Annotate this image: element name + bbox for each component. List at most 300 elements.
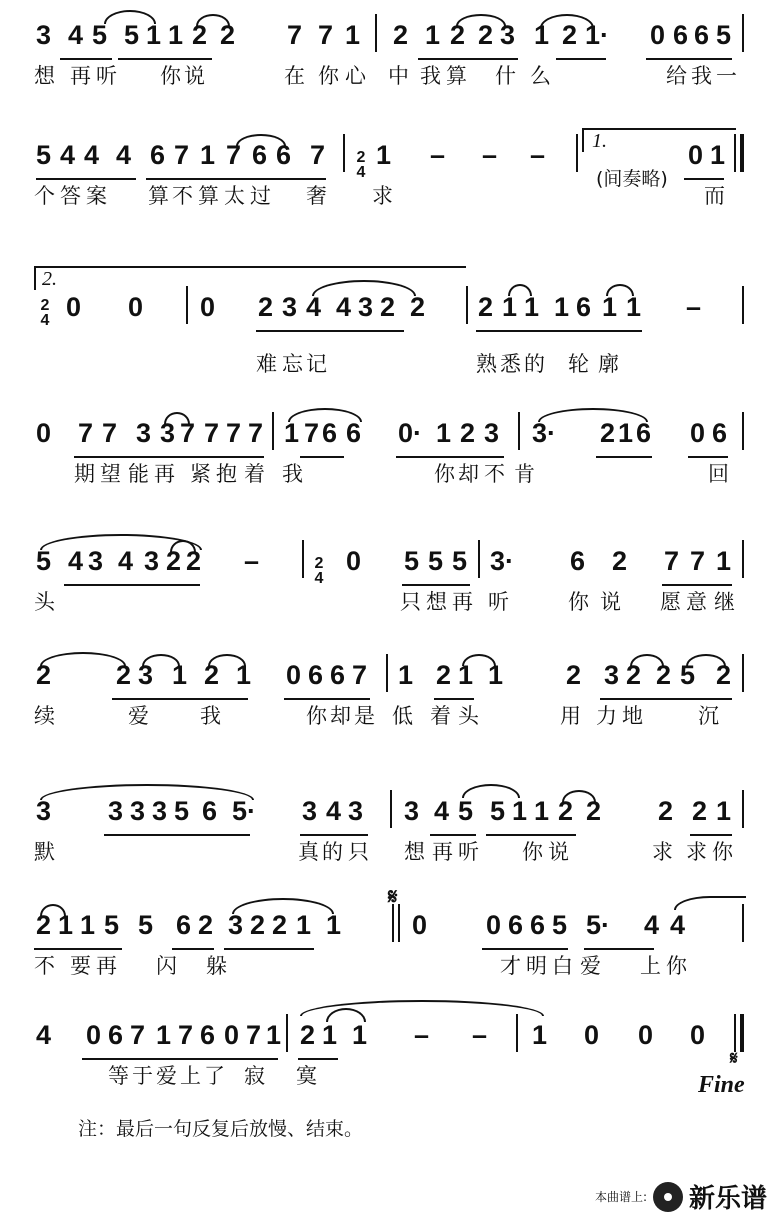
tie-slur: [40, 904, 66, 916]
timesig-top: 2: [356, 149, 366, 166]
lyric: 于: [132, 1064, 153, 1088]
note: 2: [460, 418, 476, 448]
note: 4: [326, 796, 342, 826]
note: 2: [692, 796, 708, 826]
lyric: 只: [400, 590, 421, 614]
note: 5: [452, 546, 468, 576]
time-signature: [38, 298, 52, 328]
note: 4: [116, 140, 132, 170]
note: 4: [306, 292, 322, 322]
lyric: 忘: [282, 352, 303, 376]
note: 0: [688, 140, 704, 170]
lyric: 能: [128, 462, 149, 486]
note: 1: [602, 292, 618, 322]
lyric: 抱: [216, 462, 237, 486]
note: 2: [716, 660, 732, 690]
volta-2-label: 2.: [42, 268, 57, 290]
lyric: 沉: [698, 704, 719, 728]
lyric: 说: [184, 64, 205, 88]
site-logo: 新乐谱: [688, 1184, 767, 1214]
tie-slur: [540, 14, 594, 28]
vinyl-disc-icon: [653, 1182, 683, 1212]
lyric: 明: [526, 954, 547, 978]
lyric: 太: [224, 184, 245, 208]
tie-slur: [606, 284, 634, 296]
note: 5: [92, 20, 108, 50]
lyric: 给: [666, 64, 687, 88]
note: 4: [670, 910, 686, 940]
note: 1: [200, 140, 216, 170]
note: 0: [690, 1020, 706, 1050]
lyric: 却: [330, 704, 351, 728]
lyric: 的: [524, 352, 545, 376]
note: 1: [296, 910, 312, 940]
lyric: 案: [86, 184, 107, 208]
lyric: 悉: [500, 352, 521, 376]
note: 6: [150, 140, 166, 170]
tie-slur: [236, 134, 286, 146]
note: 3: [108, 796, 124, 826]
note: 1: [716, 796, 732, 826]
note: 7: [178, 1020, 194, 1050]
lyric: 了: [204, 1064, 225, 1088]
bar-line: [734, 1014, 736, 1052]
lyric: 个: [34, 184, 55, 208]
note: 2: [186, 546, 202, 576]
lyric: 你: [160, 64, 181, 88]
note: 6: [570, 546, 586, 576]
timesig-bottom: 4: [314, 570, 324, 587]
lyric: 求: [652, 840, 673, 864]
bar-line: [742, 14, 744, 52]
note: 6: [576, 292, 592, 322]
tie-slur: [462, 784, 520, 798]
note: 2: [272, 910, 288, 940]
note: 7: [287, 20, 303, 50]
note: 1: [326, 910, 342, 940]
note: 0: [286, 660, 302, 690]
lyric: 再: [70, 64, 91, 88]
note: 3·: [532, 418, 557, 448]
interlude-label: (间奏略): [596, 168, 668, 190]
tie-slur: [538, 408, 648, 422]
lyric: 轮: [568, 352, 589, 376]
note: 6: [322, 418, 338, 448]
note: 4: [434, 796, 450, 826]
note: 1: [618, 418, 634, 448]
lyric: 再: [96, 954, 117, 978]
lyric: 再: [452, 590, 473, 614]
lyric: 你: [318, 64, 339, 88]
lyric: 过: [250, 184, 271, 208]
note: 7: [310, 140, 326, 170]
tie-slur: [196, 14, 230, 26]
note: 1·: [585, 20, 610, 50]
underline-beam: [256, 330, 404, 332]
note: 5: [124, 20, 140, 50]
underline-beam: [596, 456, 652, 458]
tie-slur: [208, 654, 246, 666]
note: 2: [562, 20, 578, 50]
note: 3: [358, 292, 374, 322]
note: 3: [152, 796, 168, 826]
note: 5: [680, 660, 696, 690]
notes-row-5: [0, 526, 777, 587]
note: 6: [530, 910, 546, 940]
note: 2: [478, 292, 494, 322]
lyric: 在: [284, 64, 305, 88]
lyric: 躲: [206, 954, 227, 978]
note: 7: [690, 546, 706, 576]
timesig-top: 2: [314, 555, 324, 572]
note: 1: [716, 546, 732, 576]
lyric: 你: [306, 704, 327, 728]
note: 4: [336, 292, 352, 322]
note: 1: [710, 140, 726, 170]
note: 3: [282, 292, 298, 322]
lyric: 你: [434, 462, 455, 486]
note: 2: [658, 796, 674, 826]
note: 6: [636, 418, 652, 448]
note: 3: [36, 20, 52, 50]
lyric: 头: [458, 704, 479, 728]
lyric: 熟: [476, 352, 497, 376]
bar-line: [302, 540, 304, 578]
note: 5: [404, 546, 420, 576]
note: 3: [144, 546, 160, 576]
lyric: 我: [282, 462, 303, 486]
lyric: 闪: [156, 954, 177, 978]
time-signature: [354, 150, 368, 180]
lyric: 肯: [514, 462, 535, 486]
note: 5: [138, 910, 154, 940]
note: 2: [198, 910, 214, 940]
note: 6: [508, 910, 524, 940]
note: 7: [204, 418, 220, 448]
note: 3: [404, 796, 420, 826]
note: 7: [304, 418, 320, 448]
lyric: 答: [60, 184, 81, 208]
note: 1: [156, 1020, 172, 1050]
note: 6: [694, 20, 710, 50]
note: 6: [308, 660, 324, 690]
note: 2: [586, 796, 602, 826]
segno-sign: 𝄋: [730, 1048, 738, 1069]
note: 7: [102, 418, 118, 448]
tie-slur: [562, 790, 596, 802]
note: 7: [352, 660, 368, 690]
lyric: 而: [704, 184, 725, 208]
underline-beam: [476, 330, 642, 332]
lyric: 难: [256, 352, 277, 376]
note: 2: [393, 20, 409, 50]
bar-line: [742, 790, 744, 828]
note: 5: [490, 796, 506, 826]
note: 5: [36, 546, 52, 576]
bar-line: [343, 134, 345, 172]
footer-branding: [595, 1178, 767, 1215]
note: 6: [252, 140, 268, 170]
note: 4: [68, 20, 84, 50]
note: 3: [500, 20, 516, 50]
note: 3: [604, 660, 620, 690]
note: 2: [204, 660, 220, 690]
note: 1: [532, 1020, 548, 1050]
note: 6: [673, 20, 689, 50]
note: 2: [36, 660, 52, 690]
underline-beam: [104, 834, 250, 836]
note: 3: [228, 910, 244, 940]
lyric: 说: [548, 840, 569, 864]
note: 1: [458, 660, 474, 690]
lyric: 的: [322, 840, 343, 864]
note: 3: [138, 660, 154, 690]
note: 3: [130, 796, 146, 826]
note: 6: [712, 418, 728, 448]
lyric: 寞: [296, 1064, 317, 1088]
note: 3: [484, 418, 500, 448]
lyric: 你: [712, 840, 733, 864]
note: 0: [412, 910, 428, 940]
lyric: 才: [500, 954, 521, 978]
tie-slur: [456, 14, 506, 26]
lyric: 再: [432, 840, 453, 864]
note: 1: [376, 140, 392, 170]
score-row-9: [0, 1000, 777, 1100]
lyric: 紧: [190, 462, 211, 486]
timesig-bottom: 4: [40, 312, 50, 329]
note: 0: [638, 1020, 654, 1050]
note: 2: [478, 20, 494, 50]
note: 5·: [586, 910, 611, 940]
note: 1: [345, 20, 361, 50]
time-signature: [312, 556, 326, 586]
note: 1: [488, 660, 504, 690]
note: 4: [118, 546, 134, 576]
note: 7: [246, 1020, 262, 1050]
bar-line: [478, 540, 480, 578]
lyric: 爱: [156, 1064, 177, 1088]
lyric: 却: [458, 462, 479, 486]
note: 2: [566, 660, 582, 690]
lyric: 用: [560, 704, 581, 728]
tie-slur: [288, 408, 362, 422]
note: 2: [558, 796, 574, 826]
note: 3·: [490, 546, 515, 576]
note: 6: [276, 140, 292, 170]
lyric: 想: [426, 590, 447, 614]
note: 1: [322, 1020, 338, 1050]
note: 2: [116, 660, 132, 690]
note: 4: [84, 140, 100, 170]
note: 6: [108, 1020, 124, 1050]
note: 2: [626, 660, 642, 690]
notes-row-2: [0, 120, 777, 190]
lyric: 续: [34, 704, 55, 728]
note: 4: [68, 546, 84, 576]
tie-slur: [462, 654, 496, 666]
lyric: 求: [686, 840, 707, 864]
lyric: 说: [600, 590, 621, 614]
note: 2: [410, 292, 426, 322]
note: 3: [302, 796, 318, 826]
note: 5: [428, 546, 444, 576]
lyric: 我: [691, 64, 712, 88]
note: 1: [554, 292, 570, 322]
note: 1: [524, 292, 540, 322]
lyric: 求: [372, 184, 393, 208]
note: 7: [226, 418, 242, 448]
note: 5: [458, 796, 474, 826]
note: 6: [346, 418, 362, 448]
bar-line: [734, 134, 736, 172]
note: 0: [36, 418, 52, 448]
tie-slur: [40, 784, 254, 800]
lyric: 你: [666, 954, 687, 978]
lyric: 上: [180, 1064, 201, 1088]
volta-1-label: 1.: [592, 130, 607, 152]
note: 6: [200, 1020, 216, 1050]
note: 0·: [398, 418, 423, 448]
tie-slur: [232, 898, 334, 914]
notes-row-6: [0, 640, 777, 696]
note: 0: [86, 1020, 102, 1050]
lyric: 爱: [128, 704, 149, 728]
score-row-1: [0, 0, 777, 110]
lyric: 我: [420, 64, 441, 88]
note: 7: [664, 546, 680, 576]
lyric: 中: [388, 64, 409, 88]
score-row-8: [0, 884, 777, 1000]
lyric: 头: [34, 590, 55, 614]
lyric: 白: [552, 954, 573, 978]
lyric: 听: [96, 64, 117, 88]
lyric: 算: [148, 184, 169, 208]
tie-slur: [674, 896, 746, 910]
lyric: 期: [74, 462, 95, 486]
score-row-2: [0, 120, 777, 230]
notes-row-4: [0, 398, 777, 454]
lyric: 奢: [306, 184, 327, 208]
lyric: 是: [354, 704, 375, 728]
note: 1: [236, 660, 252, 690]
footer-source: 本曲谱上:: [594, 1190, 647, 1204]
note: 0: [224, 1020, 240, 1050]
bar-line: [272, 412, 274, 450]
performance-note: 注：最后一句反复后放慢、结束。: [78, 1118, 364, 1140]
bar-line: [518, 412, 520, 450]
lyric: 上: [640, 954, 661, 978]
note: –: [472, 1020, 488, 1050]
score-row-3: [0, 260, 777, 380]
bar-line: [742, 286, 744, 324]
note: 6: [330, 660, 346, 690]
note: 0: [650, 20, 666, 50]
underline-beam: [556, 58, 606, 60]
note: 5: [36, 140, 52, 170]
lyric: 默: [34, 840, 55, 864]
note: 7: [130, 1020, 146, 1050]
lyric: 爱: [580, 954, 601, 978]
tie-slur: [630, 654, 664, 666]
note: 1: [352, 1020, 368, 1050]
bar-line: [742, 654, 744, 692]
bar-line: [466, 286, 468, 324]
note: –: [482, 140, 498, 170]
lyric: 等: [108, 1064, 129, 1088]
lyric: 力: [596, 704, 617, 728]
note: 0: [200, 292, 216, 322]
note: 2: [258, 292, 274, 322]
lyric: 要: [70, 954, 91, 978]
notes-row-3: [0, 268, 777, 329]
lyric: 不: [484, 462, 505, 486]
note: 2: [450, 20, 466, 50]
note: 2: [612, 546, 628, 576]
note: 7: [78, 418, 94, 448]
note: 1: [534, 796, 550, 826]
underline-beam: [300, 456, 344, 458]
note: 2: [600, 418, 616, 448]
note: –: [430, 140, 446, 170]
bar-line: [186, 286, 188, 324]
note: 3: [160, 418, 176, 448]
tie-slur: [164, 412, 190, 424]
note: 1: [534, 20, 550, 50]
note: 5: [104, 910, 120, 940]
note: –: [244, 546, 260, 576]
note: 7: [174, 140, 190, 170]
note: –: [530, 140, 546, 170]
note: 4: [644, 910, 660, 940]
note: 2: [166, 546, 182, 576]
note: 1: [512, 796, 528, 826]
note: 6: [176, 910, 192, 940]
note: 7: [226, 140, 242, 170]
lyric: 听: [488, 590, 509, 614]
bar-line: [390, 790, 392, 828]
note: 4: [60, 140, 76, 170]
note: 2: [380, 292, 396, 322]
lyric: 寂: [244, 1064, 265, 1088]
note: 2: [192, 20, 208, 50]
lyric: 算: [198, 184, 219, 208]
note: 1: [425, 20, 441, 50]
lyric: 低: [392, 704, 413, 728]
score-row-6: [0, 640, 777, 750]
tie-slur: [104, 10, 156, 24]
notes-row-1: [0, 0, 777, 56]
note: 2: [250, 910, 266, 940]
lyric: 望: [100, 462, 121, 486]
note: 1: [172, 660, 188, 690]
note: 1: [398, 660, 414, 690]
note: 7: [180, 418, 196, 448]
score-row-7: [0, 776, 777, 886]
lyric: 继: [714, 590, 735, 614]
lyric: 廓: [598, 352, 619, 376]
note: 0: [486, 910, 502, 940]
bar-line: [742, 412, 744, 450]
lyric: 一: [716, 64, 737, 88]
note: 2: [300, 1020, 316, 1050]
bar-line: [742, 540, 744, 578]
notes-row-7: [0, 776, 777, 832]
lyric: 我: [200, 704, 221, 728]
score-row-5: [0, 526, 777, 636]
note: 3: [136, 418, 152, 448]
note: 3: [348, 796, 364, 826]
